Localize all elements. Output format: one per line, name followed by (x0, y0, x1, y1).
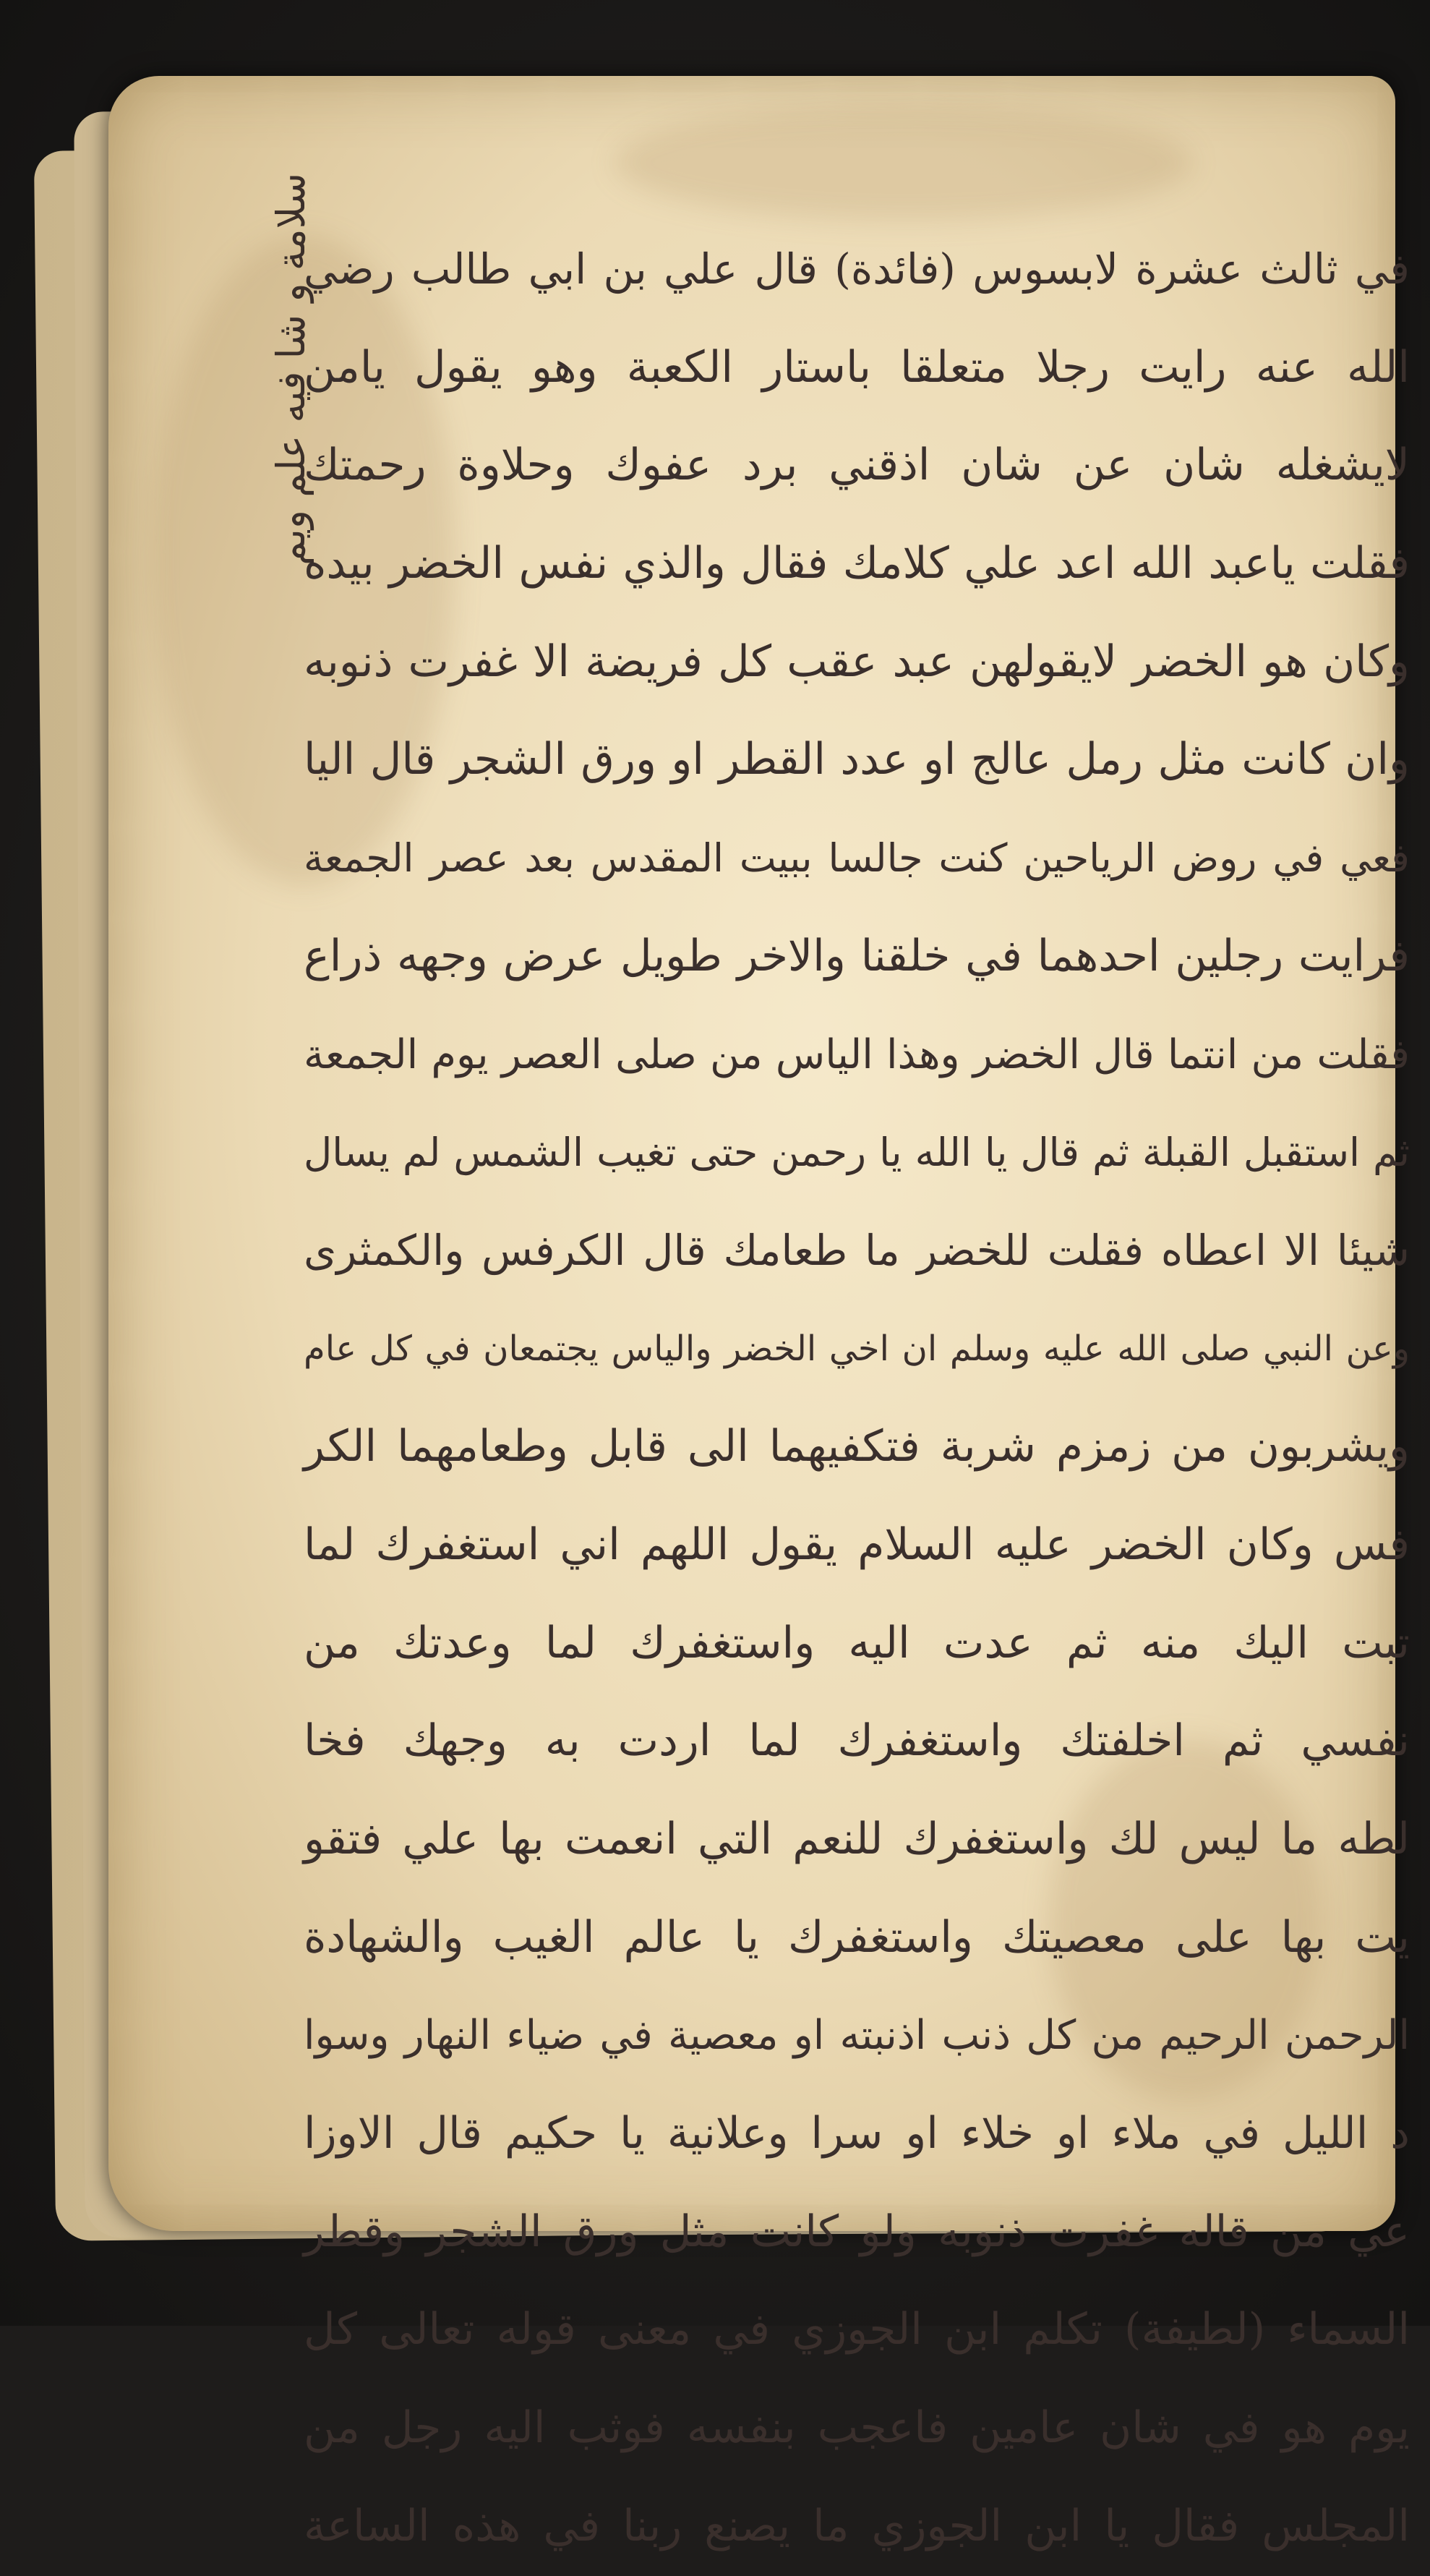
text-line: فس وكان الخضر عليه السلام يقول اللهم اني استغفرك لما (304, 1519, 1410, 1570)
text-line: فقلت ياعبد الله اعد علي كلامك فقال والذي نفس الخضر بيده (304, 538, 1410, 589)
text-line: وكان هو الخضر لايقولهن عبد عقب كل فريضة الا غفرت ذنوبه (304, 636, 1410, 687)
text-line: الرحمن الرحيم من كل ذنب اذنبته او معصية في ضياء النهار وسوا (304, 2012, 1410, 2060)
text-line: نفسي ثم اخلفتك واستغفرك لما اردت به وجهك فخا (304, 1715, 1410, 1767)
text-line: السماء (لطيفة) تكلم ابن الجوزي في معنى قوله تعالى كل (304, 2304, 1410, 2355)
text-line: فقلت من انتما قال الخضر وهذا الياس من صلى العصر يوم الجمعة (304, 1031, 1410, 1078)
text-line: تبت اليك منه ثم عدت اليه واستغفرك لما وعدتك من (304, 1617, 1410, 1668)
text-line: ويشربون من زمزم شربة فتكفيهما الى قابل وطعامهما الكر (304, 1421, 1410, 1472)
text-line: عي من قاله غفرت ذنوبه ولو كانت مثل ورق الشجر وقطر (304, 2206, 1410, 2257)
text-line: د الليل في ملاء او خلاء او سرا وعلانية يا حكيم قال الاوزا (304, 2108, 1410, 2159)
text-line: المجلس فقال يا ابن الجوزي ما يصنع ربنا في هذه الساعة (304, 2500, 1410, 2551)
text-line: يوم هو في شان عامين فاعجب بنفسه فوثب اليه رجل من (304, 2402, 1410, 2454)
text-line: فرايت رجلين احدهما في خلقنا والاخر طويل عرض وجهه ذراع (304, 930, 1410, 981)
text-line: فعي في روض الرياحين كنت جالسا ببيت المقدس بعد عصر الجمعة (304, 835, 1410, 882)
text-line: ثم استقبل القبلة ثم قال يا الله يا رحمن حتى تغيب الشمس لم يسال (304, 1130, 1410, 1176)
paper-stain (615, 105, 1193, 221)
text-line: يت بها على معصيتك واستغفرك يا عالم الغيب والشهادة (304, 1911, 1410, 1963)
text-line: الله عنه رايت رجلا متعلقا باستار الكعبة وهو يقول يامن (304, 341, 1410, 393)
text-line: لايشغله شان عن شان اذقني برد عفوك وحلاوة رحمتك (304, 440, 1410, 491)
text-line: شيئا الا اعطاه فقلت للخضر ما طعامك قال الكرفس والكمثرى (304, 1225, 1410, 1275)
text-line: في ثالث عشرة لابسوس (فائدة) قال علي بن ابي طالب رضي (304, 244, 1410, 294)
text-line: وعن النبي صلى الله عليه وسلم ان اخي الخضر والياس يجتمعان في كل عام (304, 1328, 1410, 1369)
margin-note-text: سلامة و شا فيه علم ويم (268, 172, 314, 566)
text-line: لطه ما ليس لك واستغفرك للنعم التي انعمت بها علي فتقو (304, 1814, 1410, 1864)
manuscript-text (304, 221, 1410, 2576)
text-line: وان كانت مثل رمل عالج او عدد القطر او ورق الشجر قال اليا (304, 734, 1410, 785)
